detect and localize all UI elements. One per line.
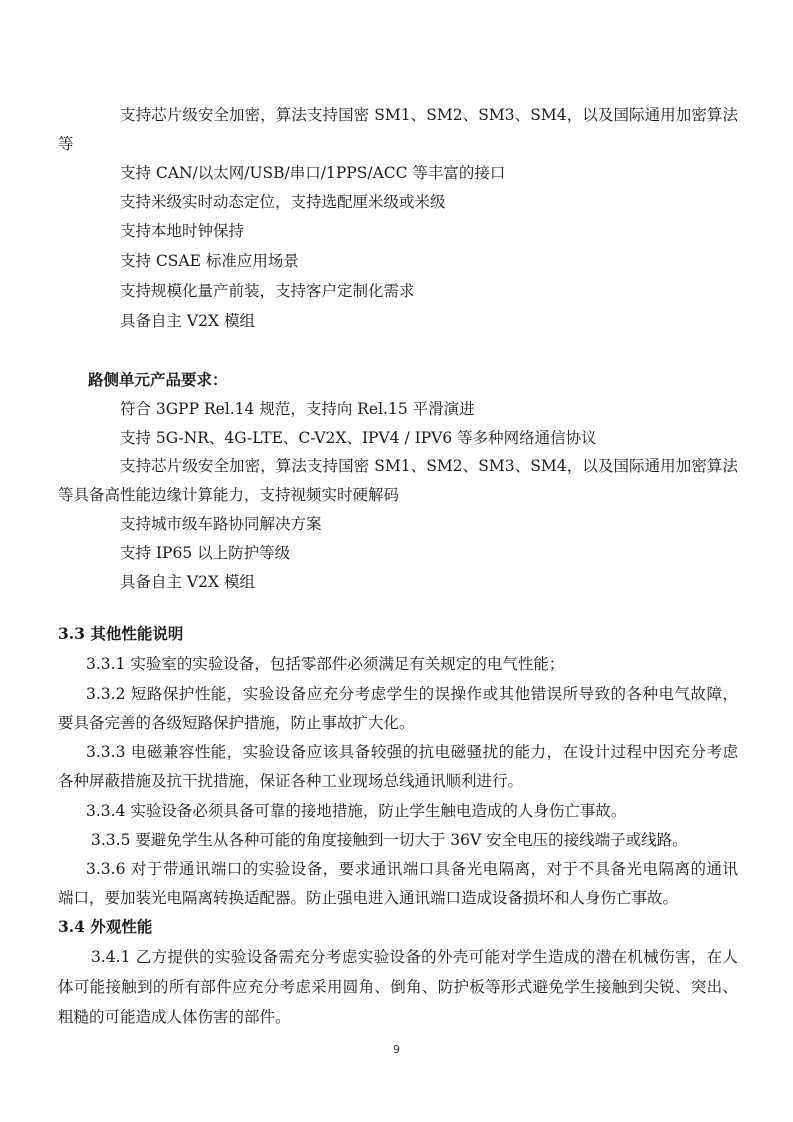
section-3-4-1-end: 粗糙的可能造成人体伤害的部件。: [58, 1008, 291, 1026]
section-3-3-5: 3.3.5 要避免学生从各种可能的角度接触到一切大于 36V 安全电压的接线端子或线路。: [91, 831, 688, 849]
roadside-item-4: 支持城市级车路协同解决方案: [120, 515, 322, 533]
section-3-3-2: 3.3.2 短路保护性能，实验设备应充分考虑学生的误操作或其他错误所导致的各种电气故障，: [86, 685, 738, 703]
section-3-4-1: 3.4.1 乙方提供的实验设备需充分考虑实验设备的外壳可能对学生造成的潜在机械伤害，在人: [91, 948, 738, 966]
page-number: 9: [393, 1043, 400, 1056]
section-3-4-heading: 3.4 外观性能: [58, 917, 153, 936]
section-3-3-6: 3.3.6 对于带通讯端口的实验设备，要求通讯端口具备光电隔离，对于不具备光电隔离的通讯: [86, 860, 738, 878]
section-3-3-4: 3.3.4 实验设备必须具备可靠的接地措施，防止学生触电造成的人身伤亡事故。: [86, 802, 627, 820]
section-3-3-3-cont: 各种屏蔽措施及抗干扰措施，保证各种工业现场总线通讯顺利进行。: [58, 772, 524, 790]
vehicle-feature-7: 具备自主 V2X 模组: [120, 312, 255, 330]
vehicle-feature-4: 支持本地时钟保持: [120, 222, 245, 240]
section-3-3-2-cont: 要具备完善的各级短路保护措施，防止事故扩大化。: [58, 714, 415, 732]
vehicle-feature-1: 支持芯片级安全加密，算法支持国密 SM1、SM2、SM3、SM4，以及国际通用加密算法: [120, 106, 738, 124]
vehicle-feature-6: 支持规模化量产前装，支持客户定制化需求: [120, 282, 415, 300]
roadside-item-3: 支持芯片级安全加密，算法支持国密 SM1、SM2、SM3、SM4，以及国际通用加密算法: [120, 457, 738, 475]
roadside-item-5: 支持 IP65 以上防护等级: [120, 544, 291, 562]
roadside-item-2: 支持 5G-NR、4G-LTE、C-V2X、IPV4 / IPV6 等多种网络通信协议: [120, 429, 597, 447]
vehicle-feature-3: 支持米级实时动态定位，支持选配厘米级或米级: [120, 193, 446, 211]
roadside-item-1: 符合 3GPP Rel.14 规范，支持向 Rel.15 平滑演进: [120, 400, 475, 418]
section-3-4-1-cont: 体可能接触到的所有部件应充分考虑采用圆角、倒角、防护板等形式避免学生接触到尖锐、突出、: [58, 978, 738, 996]
vehicle-feature-5: 支持 CSAE 标准应用场景: [120, 252, 299, 270]
section-3-3-heading: 3.3 其他性能说明: [58, 624, 184, 643]
section-3-3-3: 3.3.3 电磁兼容性能，实验设备应该具备较强的抗电磁骚扰的能力，在设计过程中因充分考虑: [86, 743, 738, 761]
vehicle-feature-2: 支持 CAN/以太网/USB/串口/1PPS/ACC 等丰富的接口: [120, 164, 506, 182]
roadside-item-6: 具备自主 V2X 模组: [120, 573, 255, 591]
roadside-item-3-cont: 等具备高性能边缘计算能力，支持视频实时硬解码: [58, 486, 400, 504]
section-3-3-1: 3.3.1 实验室的实验设备，包括零部件必须满足有关规定的电气性能；: [86, 655, 565, 673]
section-3-3-6-cont: 端口，要加装光电隔离转换适配器。防止强电进入通讯端口造成设备损坏和人身伤亡事故。: [58, 889, 679, 907]
roadside-heading: 路侧单元产品要求：: [88, 370, 228, 389]
vehicle-feature-1-cont: 等: [58, 135, 74, 153]
